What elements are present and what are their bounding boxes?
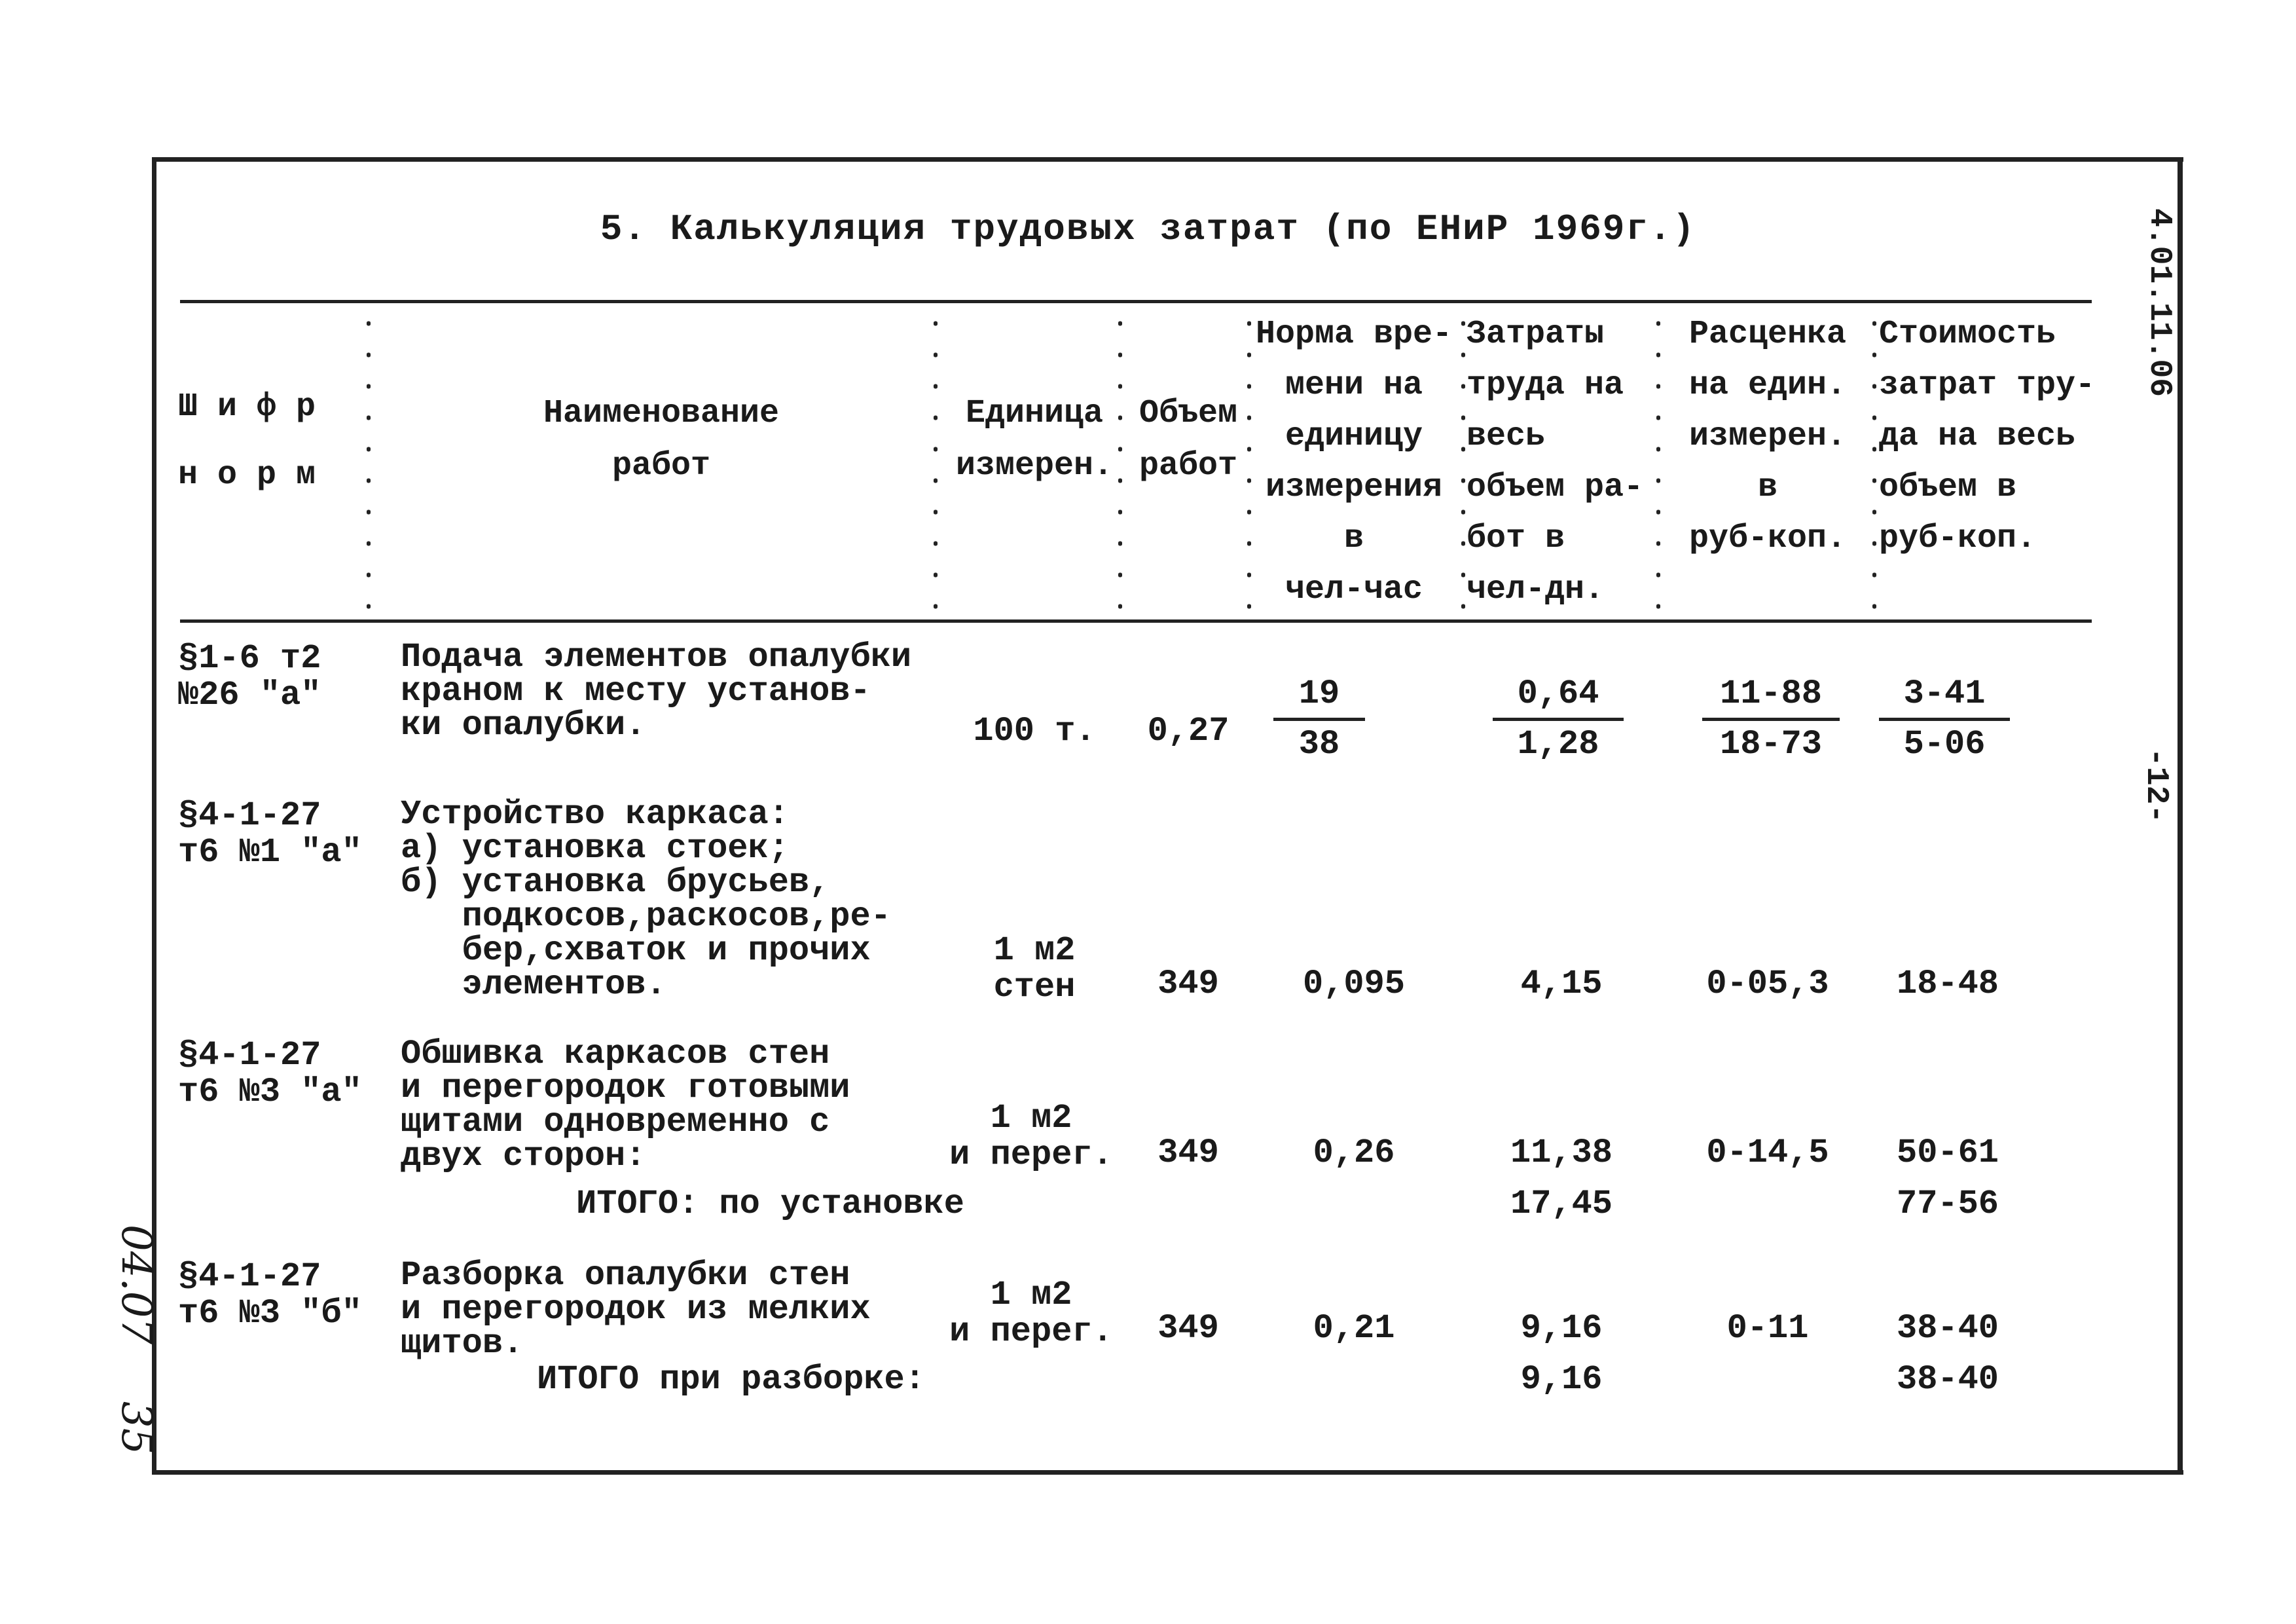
row3-labor: 11,38	[1510, 1134, 1613, 1172]
total-dismantling-cost: 38-40	[1896, 1360, 1999, 1399]
row1-cost-numerator: 3-41	[1879, 673, 2010, 721]
header-top-rule	[180, 300, 2092, 303]
row1-cost-fraction	[1879, 673, 2010, 768]
header-bottom-rule	[180, 619, 2092, 623]
row1-rate-numerator: 11-88	[1702, 673, 1840, 721]
row2-code: §4-1-27 т6 №1 "а"	[178, 796, 362, 872]
row1-labor-fraction	[1493, 673, 1624, 768]
header-volume: Объем работ	[1139, 395, 1238, 485]
row4-rate: 0-11	[1726, 1309, 1809, 1348]
row1-name: Подача элементов опалубки краном к месту установ- ки опалубки.	[401, 638, 912, 745]
header-cost: Стоимость затрат тру- да на весь объем в руб-коп.	[1879, 316, 2096, 557]
row2-volume: 349	[1157, 965, 1219, 1003]
column-separator	[1656, 308, 1660, 616]
row4-name: Разборка опалубки стен и перегородок из мелких щитов.	[401, 1256, 871, 1363]
row4-volume: 349	[1157, 1309, 1219, 1348]
page-number-right: -12-	[2138, 748, 2174, 824]
row2-unit: 1 м2 стен	[993, 931, 1076, 1006]
row4-norm: 0,21	[1313, 1309, 1395, 1348]
document-code-right: 4.01.11.06	[2141, 208, 2177, 397]
header-labor: Затраты труда на весь объем ра- бот в чел-дн.	[1467, 316, 1644, 608]
row2-norm: 0,095	[1302, 965, 1406, 1003]
total-dismantling-label: ИТОГО при разборке:	[537, 1360, 925, 1399]
row1-code: §1-6 т2 №26 "а"	[178, 639, 321, 714]
header-unit: Единица измерен.	[955, 395, 1114, 485]
row4-unit: 1 м2 и перег.	[949, 1276, 1113, 1351]
handwritten-page-left: 35	[112, 1401, 160, 1455]
table-frame-right	[2178, 157, 2183, 1470]
row1-rate-fraction	[1702, 673, 1840, 768]
column-separator	[1461, 308, 1465, 616]
row2-labor: 4,15	[1520, 965, 1603, 1003]
column-separator	[1872, 308, 1876, 616]
row3-name: Обшивка каркасов стен и перегородок готовыми щитами одновременно с двух сторон:	[401, 1035, 850, 1175]
header-name: Наименование работ	[543, 395, 780, 485]
row1-rate-denominator: 18-73	[1719, 725, 1823, 764]
row4-labor: 9,16	[1520, 1309, 1603, 1348]
row3-volume: 349	[1157, 1134, 1219, 1172]
row1-unit: 100 т.	[973, 712, 1096, 750]
total-dismantling-labor: 9,16	[1520, 1360, 1603, 1399]
row3-rate: 0-14,5	[1706, 1134, 1829, 1172]
row1-labor-numerator: 0,64	[1493, 673, 1624, 721]
row2-name: Устройство каркаса: а) установка стоек; б) установка брусьев, подкосов,раскосов,ре- бер,схваток и прочих элементов.	[401, 795, 891, 1004]
total-installation-cost: 77-56	[1896, 1185, 1999, 1223]
row1-norm-numerator: 19	[1273, 673, 1365, 721]
row1-volume: 0,27	[1147, 712, 1230, 750]
row1-norm-denominator: 38	[1298, 725, 1340, 764]
row3-cost: 50-61	[1896, 1134, 1999, 1172]
row2-cost: 18-48	[1896, 965, 1999, 1003]
row2-rate: 0-05,3	[1706, 965, 1829, 1003]
total-installation-label: ИТОГО: по установке	[576, 1185, 964, 1223]
row1-cost-denominator: 5-06	[1903, 725, 1986, 764]
header-shifr: Ш и ф р н о р м	[178, 388, 316, 494]
page-title: 5. Калькуляция трудовых затрат (по ЕНиР 1969г.)	[600, 208, 1696, 250]
total-installation-labor: 17,45	[1510, 1185, 1613, 1223]
row3-norm: 0,26	[1313, 1134, 1395, 1172]
row4-code: §4-1-27 т6 №3 "б"	[178, 1257, 362, 1333]
header-rate: Расценка на един. измерен. в руб-коп.	[1688, 316, 1847, 557]
header-norm: Норма вре- мени на единицу измерения в чел-час	[1255, 316, 1453, 608]
row3-code: §4-1-27 т6 №3 "а"	[178, 1036, 362, 1111]
row1-norm-fraction	[1273, 673, 1365, 768]
row3-unit: 1 м2 и перег.	[949, 1099, 1113, 1174]
column-separator	[367, 308, 371, 616]
row4-cost: 38-40	[1896, 1309, 1999, 1348]
handwritten-code-left: 04.07	[112, 1225, 160, 1345]
row1-labor-denominator: 1,28	[1517, 725, 1599, 764]
column-separator	[934, 308, 938, 616]
